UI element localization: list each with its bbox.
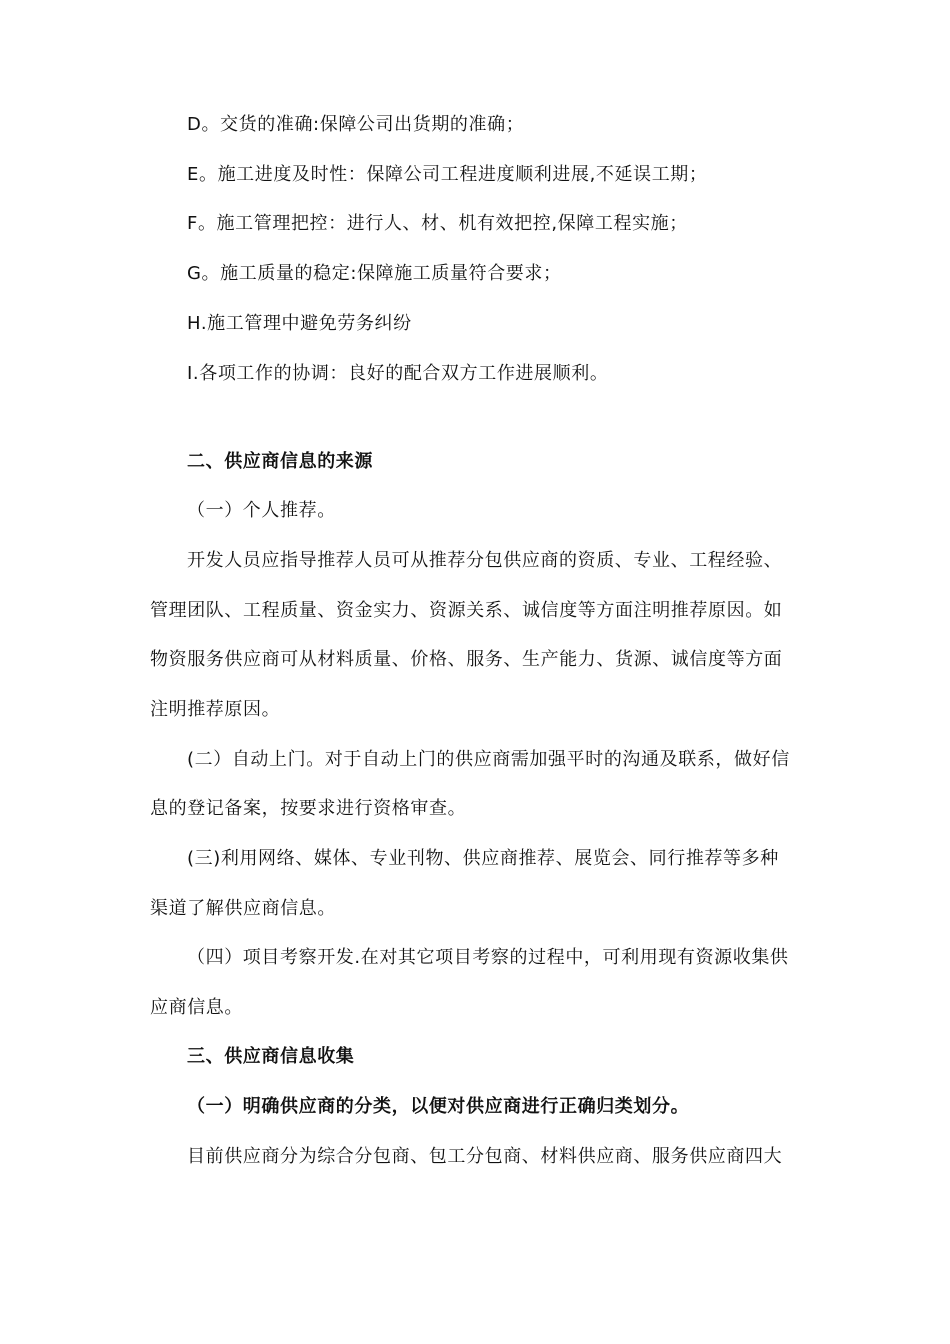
paragraph-line: 目前供应商分为综合分包商、包工分包商、材料供应商、服务供应商四大 <box>187 1146 783 1167</box>
paragraph-line: (三)利用网络、媒体、专业刊物、供应商推荐、展览会、同行推荐等多种 <box>187 848 779 869</box>
section-heading-sources: 二、供应商信息的来源 <box>187 451 373 472</box>
paragraph-line: 开发人员应指导推荐人员可从推荐分包供应商的资质、专业、工程经验、 <box>187 550 783 571</box>
paragraph-line: 物资服务供应商可从材料质量、价格、服务、生产能力、货源、诚信度等方面 <box>150 649 783 670</box>
list-item-g: G。施工质量的稳定:保障施工质量符合要求； <box>187 263 562 284</box>
list-item-f: F。施工管理把控：进行人、材、机有效把控,保障工程实施； <box>187 213 688 234</box>
list-item-h: H.施工管理中避免劳务纠纷 <box>187 313 412 334</box>
paragraph-line: 注明推荐原因。 <box>150 699 281 720</box>
paragraph-line: （四）项目考察开发.在对其它项目考察的过程中，可利用现有资源收集供 <box>187 947 789 968</box>
list-item-d: D。交货的准确:保障公司出货期的准确； <box>187 114 525 135</box>
paragraph-line: 渠道了解供应商信息。 <box>150 898 336 919</box>
list-item-i: I.各项工作的协调：良好的配合双方工作进展顺利。 <box>187 363 609 384</box>
list-item-e: E。施工进度及时性：保障公司工程进度顺利进展,不延误工期； <box>187 164 708 185</box>
paragraph-line: (二）自动上门。对于自动上门的供应商需加强平时的沟通及联系，做好信 <box>187 749 790 770</box>
paragraph-line: 息的登记备案，按要求进行资格审查。 <box>150 798 467 819</box>
paragraph-line: 管理团队、工程质量、资金实力、资源关系、诚信度等方面注明推荐原因。如 <box>150 600 783 621</box>
subheading-personal-recommendation: （一）个人推荐。 <box>187 500 336 521</box>
section-heading-collection: 三、供应商信息收集 <box>187 1046 355 1067</box>
subheading-classification: （一）明确供应商的分类，以便对供应商进行正确归类划分。 <box>187 1096 690 1117</box>
paragraph-line: 应商信息。 <box>150 997 243 1018</box>
